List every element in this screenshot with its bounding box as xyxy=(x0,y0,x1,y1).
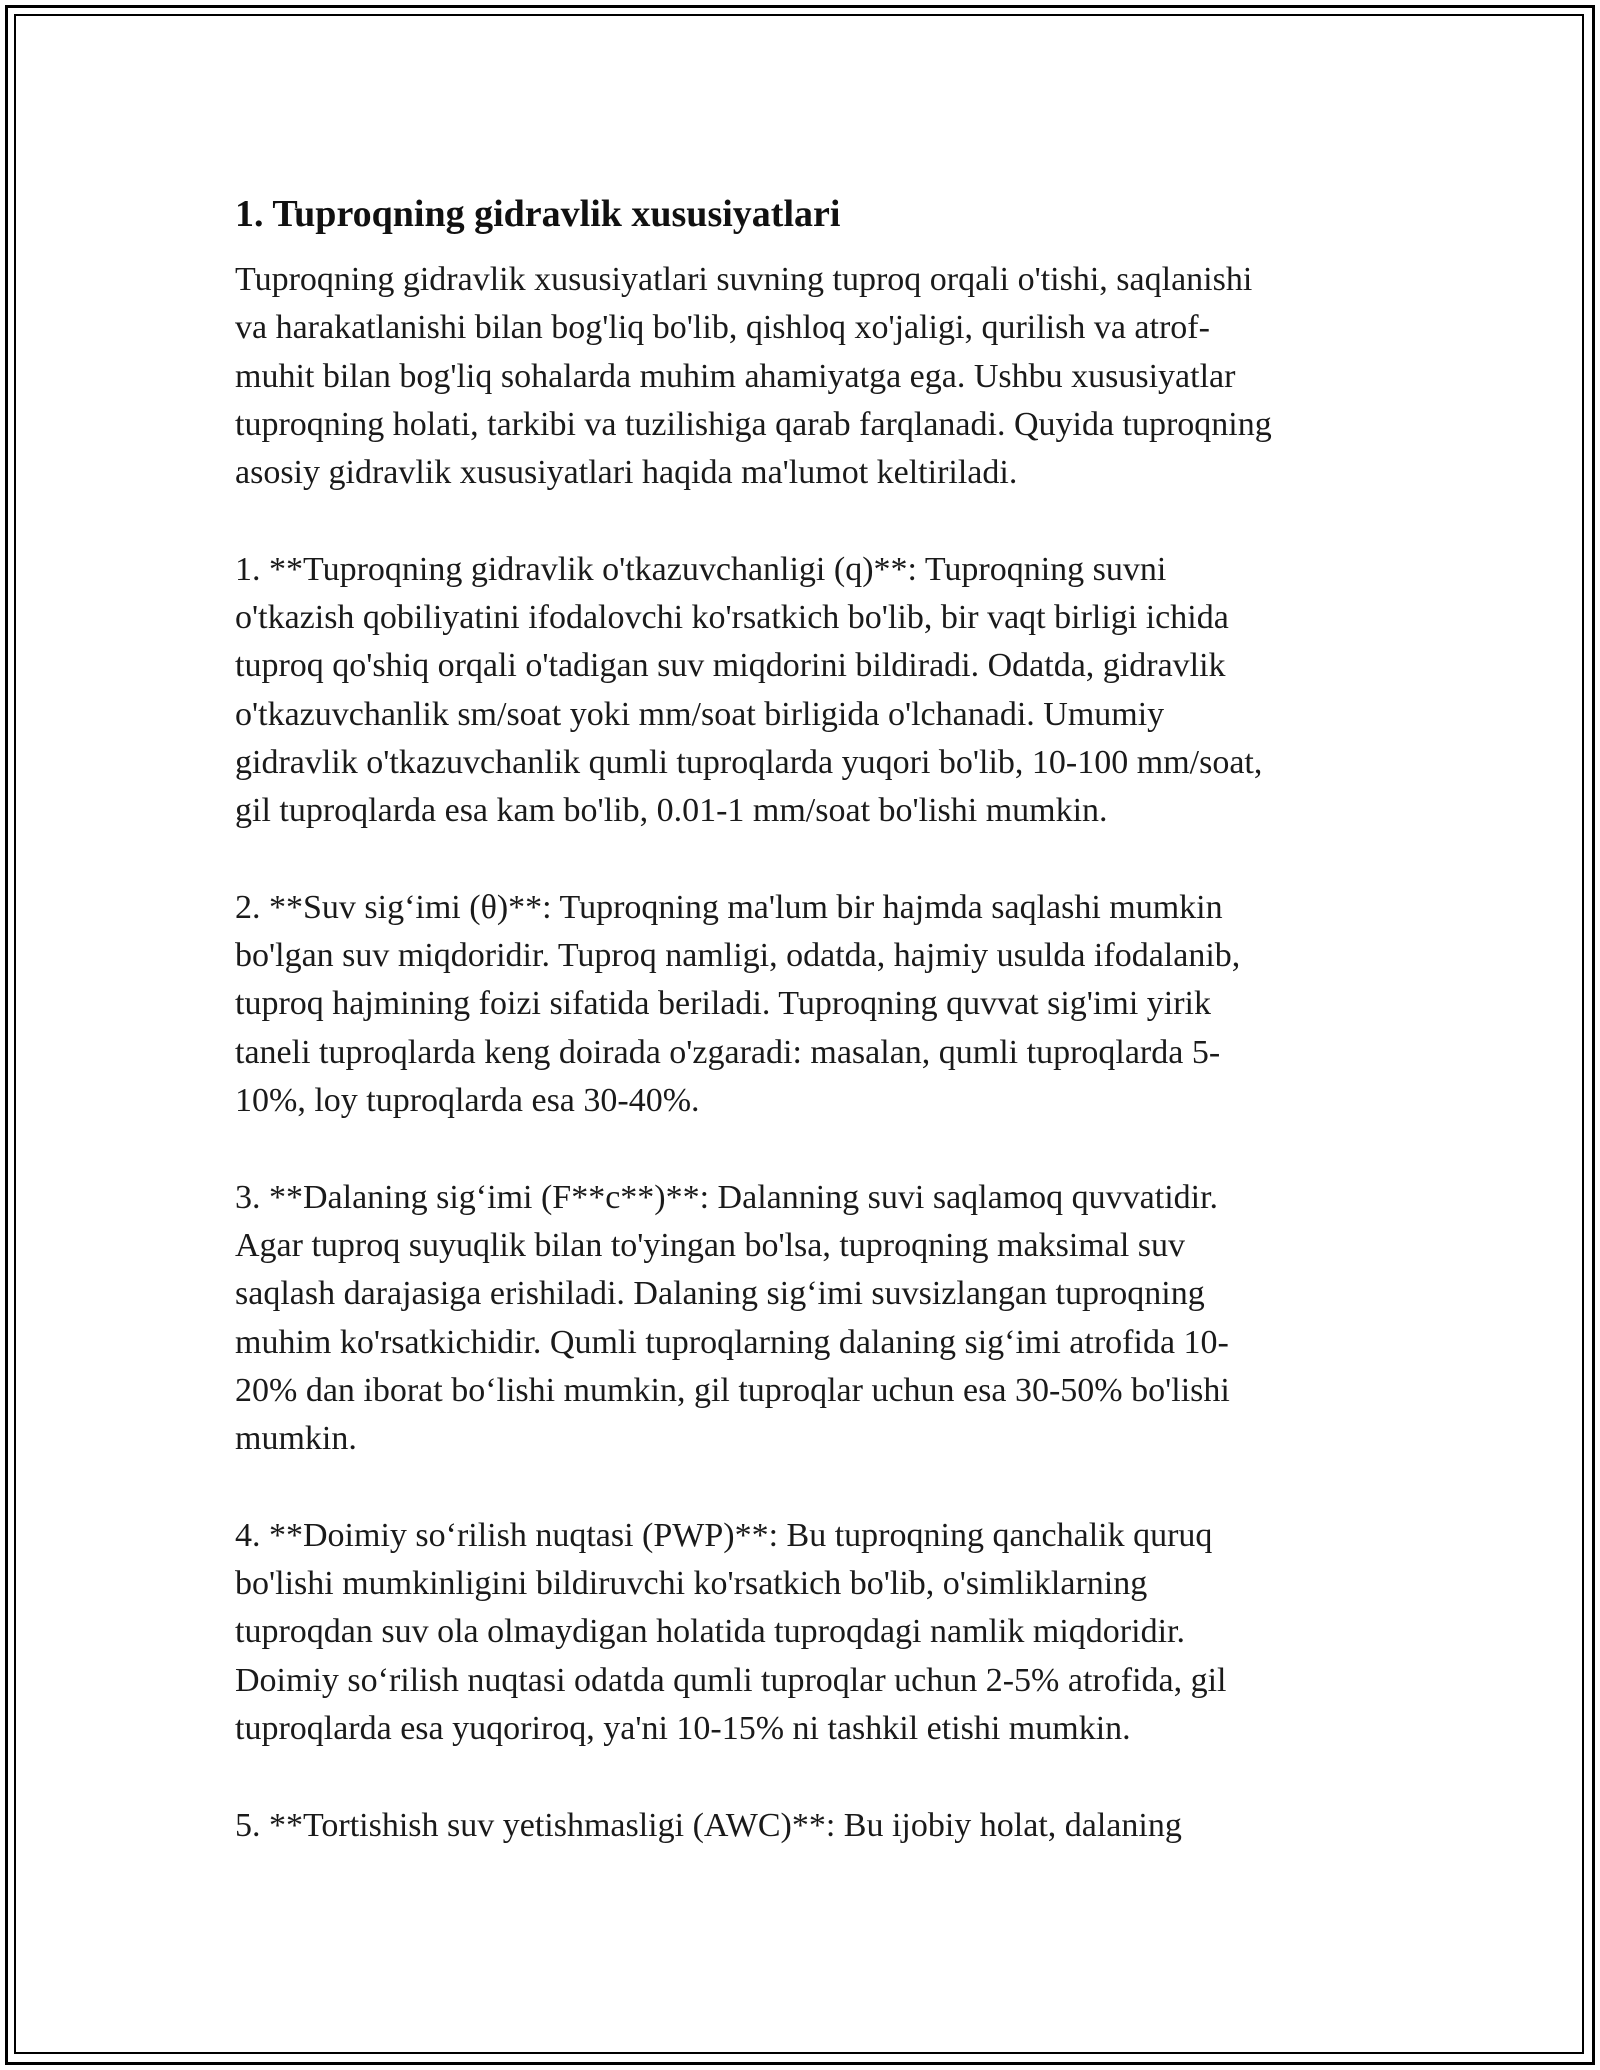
document-body xyxy=(235,186,1365,1850)
item-hydraulic-conductivity: 1. **Tuproqning gidravlik o'tkazuvchanligi (q)**: Tuproqning suvni o'tkazish qobiliyatini ifodalovchi ko'rsatkich bo'lib, bir vaqt birligi ichida tuproq qo'shiq orqali o'tadigan suv miqdorini bildiradi. Odatda, gidravlik o'tkazuvchanlik sm/soat yoki mm/soat birligida o'lchanadi. Umumiy gidravlik o'tkazuvchanlik qumli tuproqlarda yuqori bo'lib, 10-100 mm/soat, gil tuproqlarda esa kam bo'lib, 0.01-1 mm/soat bo'lishi mumkin. xyxy=(235,550,1263,830)
item-wilting-point: 4. **Doimiy so‘rilish nuqtasi (PWP)**: Bu tuproqning qanchalik quruq bo'lishi mumkinligini bildiruvchi ko'rsatkich bo'lib, o'simliklarning tuproqdan suv ola olmaydigan holatida tuproqdagi namlik miqdoridir. Doimiy so‘rilish nuqtasi odatda qumli tuproqlar uchun 2-5% atrofida, gil tuproqlarda esa yuqoriroq, ya'ni 10-15% ni tashkil etishi mumkin. xyxy=(235,1516,1227,1747)
intro-paragraph: Tuproqning gidravlik xususiyatlari suvning tuproq orqali o'tishi, saqlanishi va harakatlanishi bilan bog'liq bo'lib, qishloq xo'jaligi, qurilish va atrof- muhit bilan bog'liq sohalarda muhim ahamiyatga ega. Ushbu xususiyatlar tuproqning holati, tarkibi va tuzilishiga qarab farqlanadi. Quyida tuproqning asosiy gidravlik xususiyatlari haqida ma'lumot keltiriladi. xyxy=(235,261,1272,492)
item-available-water: 5. **Tortishish suv yetishmasligi (AWC)**: Bu ijobiy holat, dalaning xyxy=(235,1806,1182,1844)
item-water-capacity: 2. **Suv sig‘imi (θ)**: Tuproqning ma'lum bir hajmda saqlashi mumkin bo'lgan suv miqdoridir. Tuproq namligi, odatda, hajmiy usulda ifodalanib, tuproq hajmining foizi sifatida beriladi. Tuproqning quvvat sig'imi yirik taneli tuproqlarda keng doirada o'zgaradi: masalan, qumli tuproqlarda 5- 10%, loy tuproqlarda esa 30-40%. xyxy=(235,888,1241,1120)
section-heading: 1. Tuproqning gidravlik xususiyatlari xyxy=(235,193,841,235)
item-field-capacity: 3. **Dalaning sig‘imi (F**c**)**: Dalanning suvi saqlamoq quvvatidir. Agar tuproq suyuqlik bilan to'yingan bo'lsa, tuproqning maksimal suv saqlash darajasiga erishiladi. Dalaning sig‘imi suvsizlangan tuproqning muhim ko'rsatkichidir. Qumli tuproqlarning dalaning sig‘imi atrofida 10- 20% dan iborat bo‘lishi mumkin, gil tuproqlar uchun esa 30-50% bo'lishi mumkin. xyxy=(235,1178,1230,1458)
